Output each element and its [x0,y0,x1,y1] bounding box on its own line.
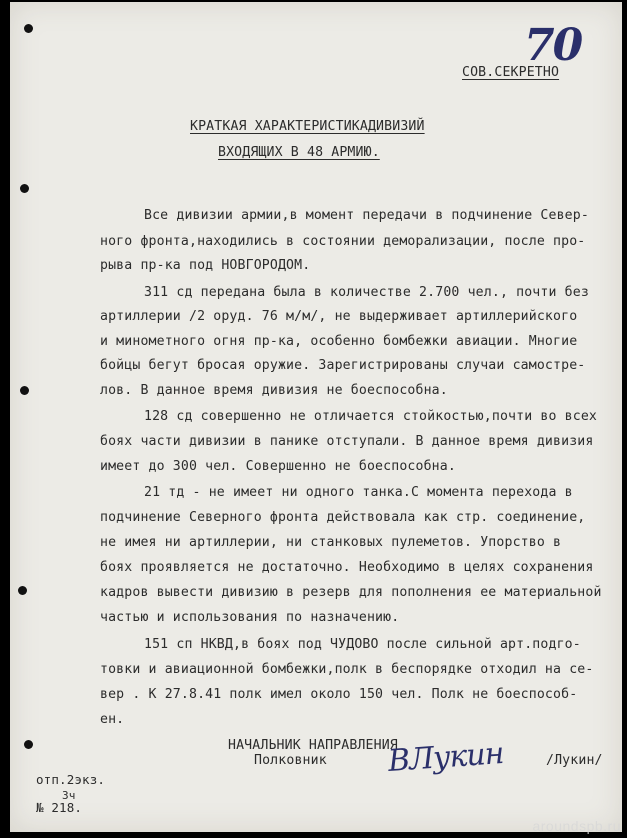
watermark: aroundspb.ru [532,818,621,834]
classification-stamp: СОВ.СЕКРЕТНО [462,65,560,80]
punch-hole-5 [24,740,33,749]
body-line: боях проявляется не достаточно. Необходимо в целях сохранения [100,560,594,575]
body-line: товки и авиационной бомбежки,полк в беспорядке отходил на се- [100,662,594,677]
body-line: артиллерии /2 оруд. 76 м/м/, не выдерживает артиллерийского [100,309,578,324]
punch-hole-3 [20,386,29,395]
signatory-name: /Лукин/ [546,753,603,768]
body-line: вер . К 27.8.41 полк имел около 150 чел. Полк не боеспособ- [100,687,578,702]
punch-hole-4 [18,586,27,595]
copies-note: отп.2экз. [36,772,106,787]
punch-hole-1 [24,24,33,33]
body-line: лов. В данное время дивизия не боеспособна. [100,383,448,398]
body-line: 311 сд передана была в количестве 2.700 чел., почти без [144,285,589,300]
body-line: кадров вывести дивизию в резерв для пополнения ее материальной [100,585,602,600]
body-line: рыва пр-ка под НОВГОРОДОМ. [100,258,311,273]
body-line: Все дивизии армии,в момент передачи в подчинение Север- [144,208,589,223]
signatory-rank: Полковник [254,753,327,768]
body-line: ного фронта,находились в состоянии деморализации, после про- [100,234,586,249]
body-line: 128 сд совершенно не отличается стойкостью,почти во всех [144,409,598,424]
document-number: № 218. [36,800,83,815]
body-line: 151 сп НКВД,в боях под ЧУДОВО после сильной арт.подго- [144,637,581,652]
body-line: и минометного огня пр-ка, особенно бомбежки авиации. Многие [100,334,578,349]
body-line: имеет до 300 чел. Совершенно не боеспособна. [100,459,456,474]
document-sheet [10,2,622,832]
body-line: ен. [100,712,125,727]
body-line: 21 тд - не имеет ни одного танка.С момента перехода в [144,485,573,500]
signatory-position: НАЧАЛЬНИК НАПРАВЛЕНИЯ [228,738,398,753]
body-line: частью и использования по назначению. [100,610,400,625]
copies-note-sub: 3ч [62,789,76,802]
body-line: боях части дивизии в панике отступали. В данное время дивизия [100,434,594,449]
punch-hole-2 [20,184,29,193]
document-title-line1: КРАТКАЯ ХАРАКТЕРИСТИКАДИВИЗИЙ [190,119,425,134]
body-line: подчинение Северного фронта действовала как стр. соединение, [100,510,586,525]
body-line: бойцы бегут бросая оружие. Зарегистрированы случаи самостре- [100,358,586,373]
document-title-line2: ВХОДЯЩИХ В 48 АРМИЮ. [218,145,380,160]
body-line: не имея ни артиллерии, ни станковых пулеметов. Упорство в [100,535,562,550]
page-number-handwritten: 70 [524,20,582,71]
handwritten-signature: ВЛукин [386,736,505,779]
